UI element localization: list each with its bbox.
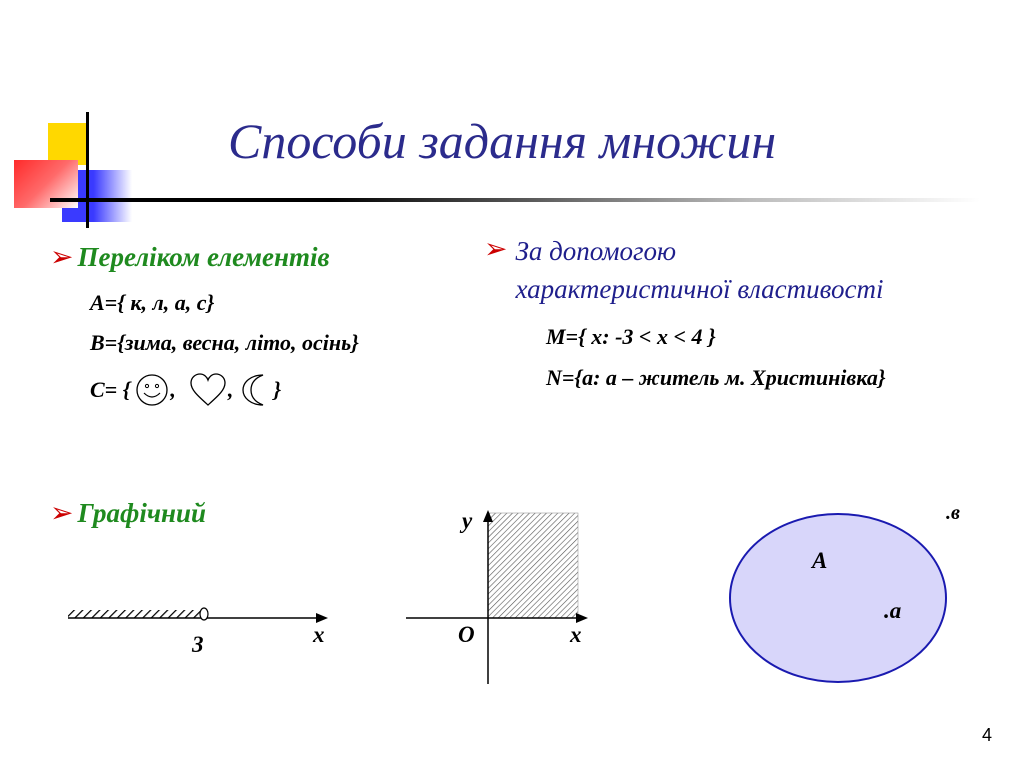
page-number: 4 [981, 725, 992, 745]
bullet-arrow-icon: ➢ [50, 240, 74, 273]
decor-yellow-square [48, 123, 88, 165]
set-b-item: В={зима, весна, літо, осінь} [90, 330, 359, 355]
element-v-label: .в [946, 502, 960, 524]
number-line-axis-label: x [313, 622, 325, 647]
set-c-suffix: } [273, 377, 282, 402]
property-heading-line2: характеристичної властивості [515, 274, 884, 304]
enumeration-heading: Переліком елементів [77, 242, 330, 272]
graphic-heading: Графічний [77, 498, 207, 528]
bullet-property [484, 232, 884, 308]
decor-vertical-line [86, 112, 89, 228]
set-c-separator-2: , [227, 377, 234, 402]
open-point [200, 608, 208, 620]
bullet-arrow-icon: ➢ [50, 496, 74, 529]
smiley-icon [134, 372, 170, 408]
moon-icon [233, 372, 273, 408]
number-line-shaded-ray [68, 610, 203, 618]
heart-icon [188, 372, 228, 408]
set-c-separator-1: , [170, 377, 176, 402]
set-n-item: N={a: a – житель м. Христинівка} [546, 365, 886, 390]
origin-label: O [458, 622, 475, 647]
coordinate-plane-diagram [404, 508, 604, 688]
venn-ellipse-diagram [726, 510, 956, 690]
bullet-arrow-icon: ➢ [484, 232, 508, 265]
bullet-graphic [50, 496, 206, 529]
set-c-prefix: С= { [90, 377, 131, 402]
set-m-item: M={ x: -3 < x < 4 } [546, 324, 716, 349]
set-a-item: А={ к, л, а, с} [90, 290, 215, 315]
number-line-tick-label: 3 [192, 632, 204, 657]
bullet-enumeration [50, 240, 330, 273]
set-c-item [90, 372, 281, 408]
x-axis-label: x [570, 622, 582, 647]
set-a-label: A [812, 548, 828, 573]
slide-title: Способи задання множин [228, 113, 777, 169]
title-underline [50, 198, 980, 202]
element-a-label: .a [884, 598, 902, 623]
property-heading-line1: За допомогою [515, 236, 677, 266]
set-a-ellipse [730, 514, 946, 682]
y-axis-label: y [462, 508, 473, 533]
shaded-quadrant [488, 513, 578, 618]
